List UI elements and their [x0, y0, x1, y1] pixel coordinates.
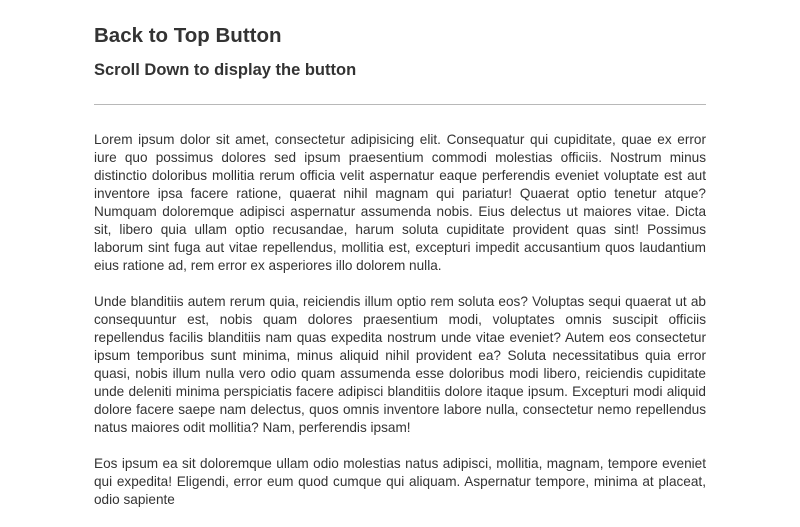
article-content	[94, 131, 706, 527]
divider	[94, 104, 706, 105]
page-subtitle: Scroll Down to display the button	[94, 61, 357, 79]
page-title: Back to Top Button	[94, 24, 282, 47]
paragraph-2: Unde blanditiis autem rerum quia, reiciendis illum optio rem soluta eos? Voluptas sequi quaerat ut ab consequuntur est, nobis quam dolores praesentium modi, voluptates omnis suscipit officiis repellendus facilis blanditiis nam quas expedita nostrum unde vitae eveniet? Autem eos consectetur ipsum temporibus sunt minima, minus aliquid nihil provident ea? Soluta necessitatibus quia error quasi, nobis illum nulla vero odio quam assumenda esse doloribus modi libero, reiciendis cupiditate unde deleniti minima perspiciatis facere adipisci blanditiis dolore itaque ipsum. Excepturi modi aliquid dolore facere saepe nam delectus, quos omnis inventore labore nulla, consectetur nemo repellendus natus maiores odit mollitia? Nam, perferendis ipsam!	[94, 294, 706, 435]
paragraph-1: Lorem ipsum dolor sit amet, consectetur adipisicing elit. Consequatur qui cupiditate, quae ex error iure quo possimus dolores sed ipsum praesentium commodi molestias officiis. Nostrum minus distinctio doloribus mollitia rerum officia velit aspernatur eaque perferendis eveniet voluptate est aut inventore ipsa facere ratione, quaerat nihil magnam qui pariatur! Quaerat optio tenetur atque? Numquam doloremque adipisci aspernatur assumenda nobis. Eius delectus ut maiores vitae. Dicta sit, libero quia ullam optio recusandae, harum soluta cupiditate provident quas sint! Possimus laborum sint fuga aut vitae repellendus, mollitia est, excepturi impedit accusantium quos laudantium eius ratione ad, rem error ex asperiores illo dolorem nulla.	[94, 132, 706, 273]
paragraph-3: Eos ipsum ea sit doloremque ullam odio molestias natus adipisci, mollitia, magnam, tempore eveniet qui expedita! Eligendi, error eum quod cumque qui aliquam. Aspernatur tempore, minima at placeat, odio sapiente	[94, 456, 706, 507]
